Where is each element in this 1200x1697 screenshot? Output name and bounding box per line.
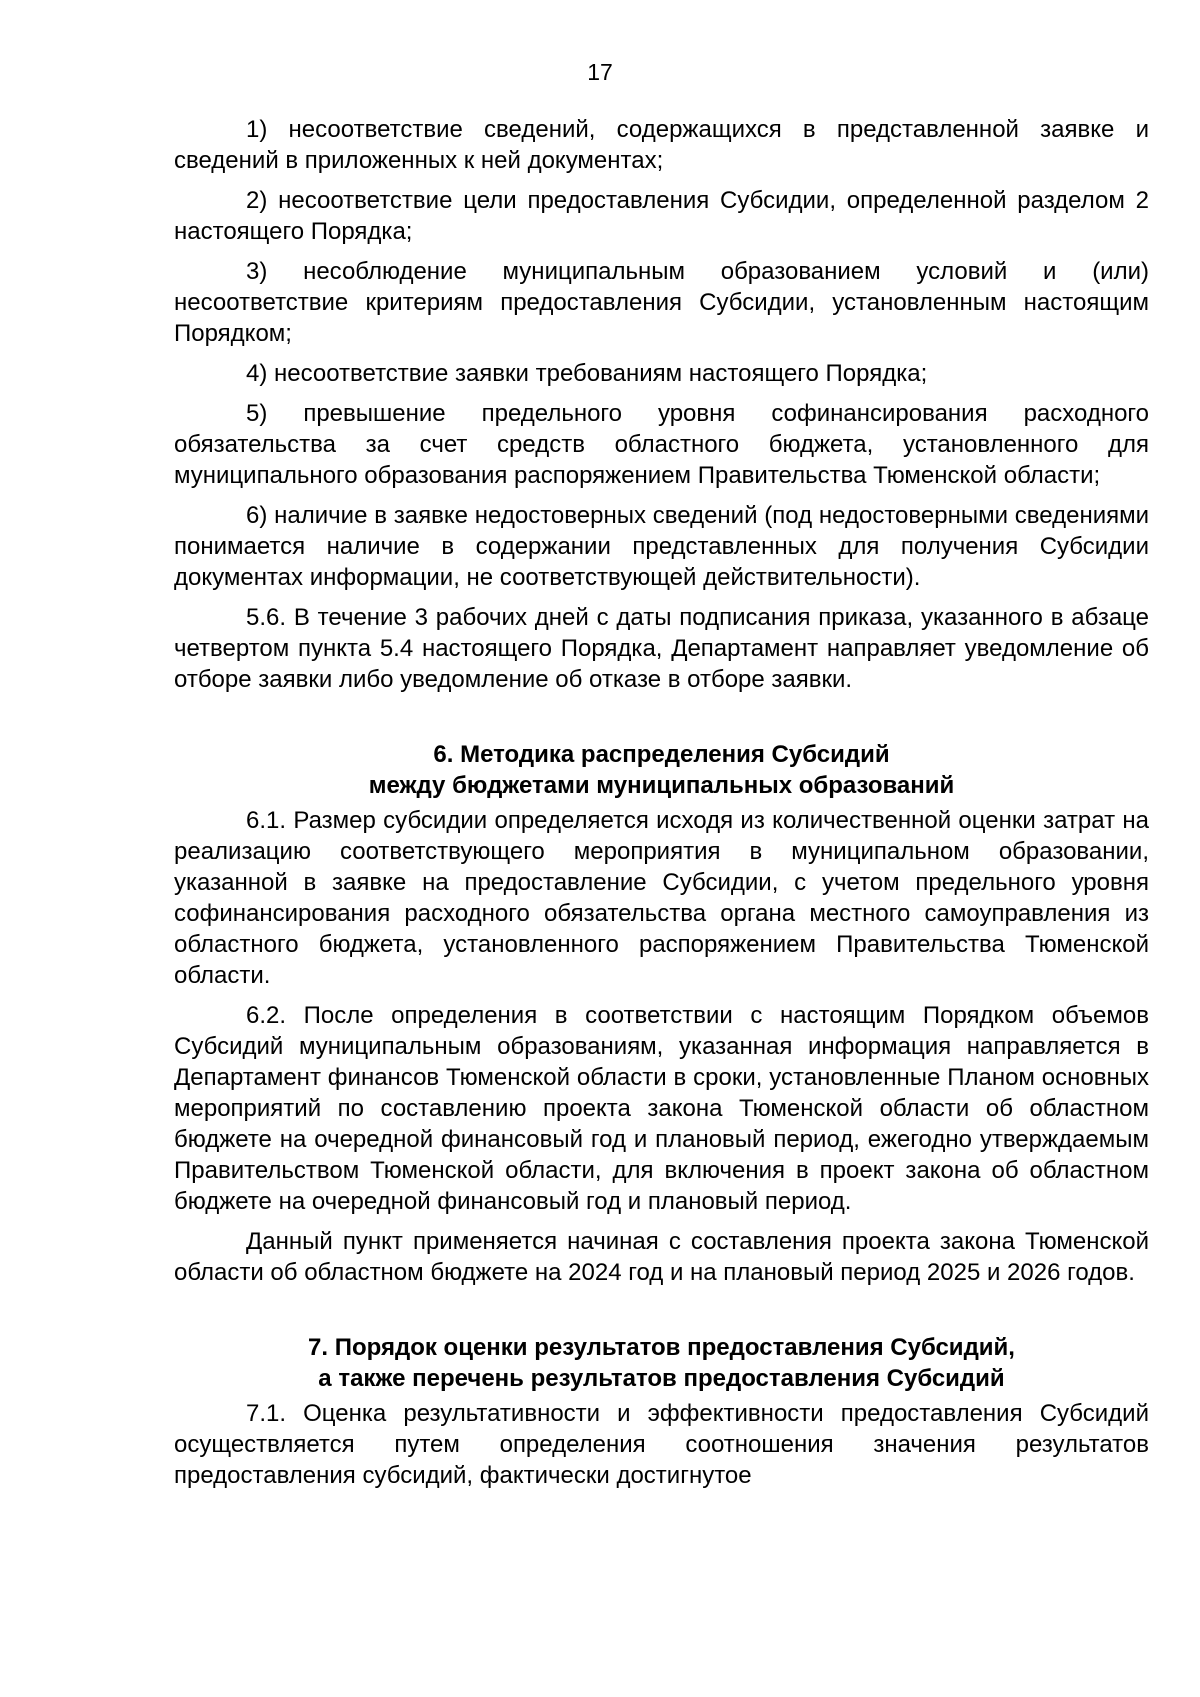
clause-7-1: 7.1. Оценка результативности и эффективности предоставления Субсидий осуществляется путем определения соотношения значения результатов предоставления субсидий, фактически достигнутое bbox=[174, 1400, 1149, 1489]
section-7-heading bbox=[174, 1332, 1149, 1394]
section-7-heading-line-1: 7. Порядок оценки результатов предоставления Субсидий, bbox=[308, 1334, 1015, 1361]
clause-6-2-note: Данный пункт применяется начиная с составления проекта закона Тюменской области об областном бюджете на 2024 год и на плановый период 2025 и 2026 годов. bbox=[174, 1228, 1149, 1286]
list-item-5: 5) превышение предельного уровня софинансирования расходного обязательства за счет средств областного бюджета, установленного для муниципального образования распоряжением Правительства Тюменской области; bbox=[174, 400, 1149, 489]
clause-5-6: 5.6. В течение 3 рабочих дней с даты подписания приказа, указанного в абзаце четвертом пункта 5.4 настоящего Порядка, Департамент направляет уведомление об отборе заявки либо уведомление об отказе в отборе заявки. bbox=[174, 604, 1149, 693]
section-6-heading-line-2: между бюджетами муниципальных образований bbox=[368, 772, 955, 799]
list-item-3: 3) несоблюдение муниципальным образованием условий и (или) несоответствие критериям предоставления Субсидии, установленным настоящим Порядком; bbox=[174, 258, 1149, 347]
section-6-heading bbox=[174, 739, 1149, 801]
section-7-heading-line-2: а также перечень результатов предоставления Субсидий bbox=[318, 1365, 1005, 1392]
clause-6-2: 6.2. После определения в соответствии с настоящим Порядком объемов Субсидий муниципальным образованиям, указанная информация направляется в Департамент финансов Тюменской области в сроки, установленные Планом основных мероприятий по составлению проекта закона Тюменской области об областном бюджете на очередной финансовый год и плановый период, ежегодно утверждаемым Правительством Тюменской области, для включения в проект закона об областном бюджете на очередной финансовый год и плановый период. bbox=[174, 1002, 1149, 1215]
section-6-heading-line-1: 6. Методика распределения Субсидий bbox=[433, 741, 890, 768]
list-item-6: 6) наличие в заявке недостоверных сведений (под недостоверными сведениями понимается наличие в содержании представленных для получения Субсидии документах информации, не соответствующей действительности). bbox=[174, 502, 1149, 591]
list-item-4: 4) несоответствие заявки требованиям настоящего Порядка; bbox=[246, 360, 928, 387]
document-body bbox=[174, 114, 1149, 1500]
list-item-1: 1) несоответствие сведений, содержащихся в представленной заявке и сведений в приложенных к ней документах; bbox=[174, 116, 1149, 174]
list-item-2: 2) несоответствие цели предоставления Субсидии, определенной разделом 2 настоящего Порядка; bbox=[174, 187, 1149, 245]
clause-6-1: 6.1. Размер субсидии определяется исходя из количественной оценки затрат на реализацию соответствующего мероприятия в муниципальном образовании, указанной в заявке на предоставление Субсидии, с учетом предельного уровня софинансирования расходного обязательства органа местного самоуправления из областного бюджета, установленного распоряжением Правительства Тюменской области. bbox=[174, 807, 1149, 989]
page-number: 17 bbox=[587, 59, 613, 85]
